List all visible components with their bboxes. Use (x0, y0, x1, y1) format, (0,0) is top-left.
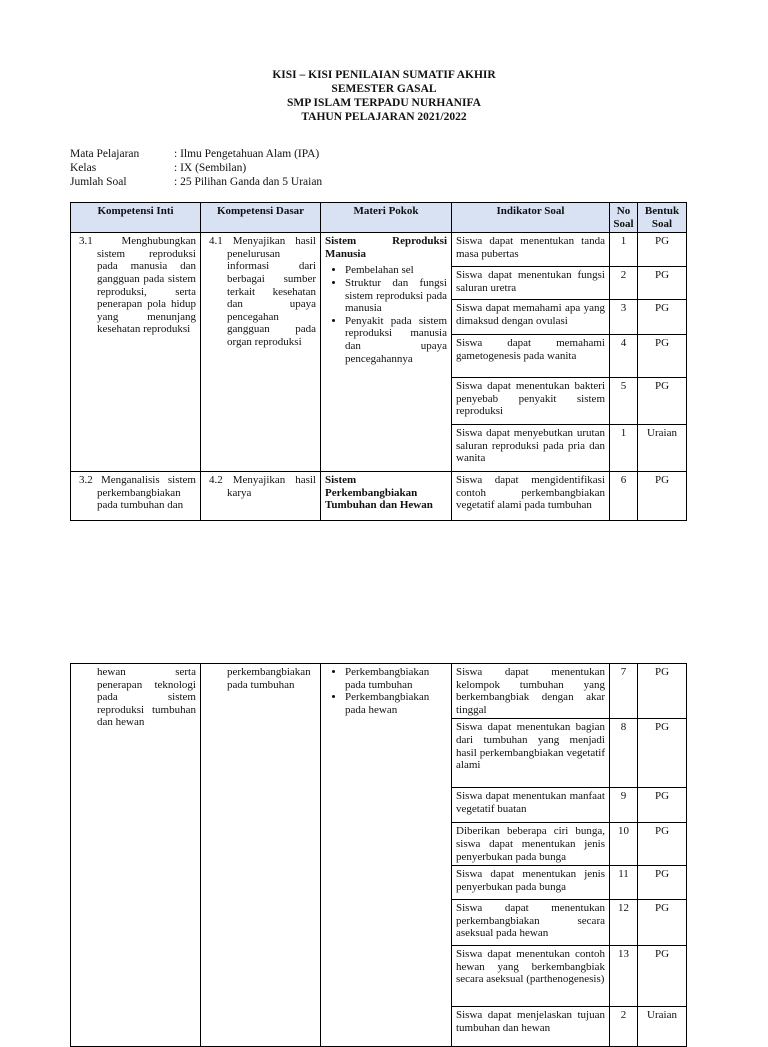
cell-indikator: Siswa dapat menyebutkan urutan saluran reproduksi pada pria dan wanita (452, 425, 610, 472)
cell-indikator: Siswa dapat menentukan bakteri penyebab penyakit sistem reproduksi (452, 378, 610, 425)
cell-no: 6 (610, 472, 638, 521)
materi-title: Sistem Reproduksi Manusia (325, 235, 447, 260)
cell-indikator: Siswa dapat memahami apa yang dimaksud dengan ovulasi (452, 300, 610, 335)
title-line-1: KISI – KISI PENILAIAN SUMATIF AKHIR (272, 69, 496, 81)
list-item: • Perkembangbiakan pada hewan (345, 691, 447, 716)
table-row (71, 472, 687, 521)
cell-bentuk: PG (638, 946, 687, 1007)
title-line-3: SMP ISLAM TERPADU NURHANIFA (287, 97, 481, 109)
cell-bentuk: PG (638, 378, 687, 425)
cell-no: 8 (610, 719, 638, 788)
cell-kompetensi-dasar: 4.2 Menyajikan hasil karya (201, 472, 321, 521)
meta-key: Mata Pelajaran (70, 148, 140, 160)
cell-bentuk: PG (638, 788, 687, 823)
materi-list (325, 264, 447, 365)
cell-no: 12 (610, 900, 638, 946)
cell-bentuk: Uraian (638, 425, 687, 472)
cell-kompetensi-inti: hewan serta penerapan teknologi pada sistem reproduksi tumbuhan dan hewan (71, 664, 201, 1047)
cell-kompetensi-dasar: 4.1 Menyajikan hasil penelurusan informasi dari berbagai sumber terkait kesehatan dan upaya pencegahan gangguan pada organ reproduksi (201, 233, 321, 472)
cell-bentuk: Uraian (638, 1007, 687, 1047)
cell-no: 5 (610, 378, 638, 425)
cell-indikator: Siswa dapat menentukan kelompok tumbuhan yang berkembangbiak dengan akar tinggal (452, 664, 610, 719)
header-materi-pokok: Materi Pokok (321, 203, 452, 233)
materi-list (325, 666, 447, 716)
cell-indikator: Siswa dapat menentukan manfaat vegetatif buatan (452, 788, 610, 823)
meta-row-subject (70, 147, 322, 161)
cell-indikator: Siswa dapat mengidentifikasi contoh perkembangbiakan vegetatif alami pada tumbuhan (452, 472, 610, 521)
cell-no: 3 (610, 300, 638, 335)
meta-key: Kelas (70, 162, 97, 174)
cell-indikator: Siswa dapat menentukan fungsi saluran uretra (452, 267, 610, 300)
cell-indikator: Siswa dapat menentukan contoh hewan yang berkembangbiak secara aseksual (parthenogenesis) (452, 946, 610, 1007)
list-item: • Struktur dan fungsi sistem reproduksi pada manusia (345, 277, 447, 315)
cell-indikator: Siswa dapat memahami gametogenesis pada wanita (452, 335, 610, 378)
cell-indikator: Siswa dapat menentukan jenis penyerbukan pada bunga (452, 866, 610, 900)
cell-no: 2 (610, 1007, 638, 1047)
cell-bentuk: PG (638, 267, 687, 300)
cell-indikator: Diberikan beberapa ciri bunga, siswa dapat menentukan jenis penyerbukan pada bunga (452, 823, 610, 866)
meta-key: Jumlah Soal (70, 176, 127, 188)
cell-bentuk: PG (638, 719, 687, 788)
cell-no: 11 (610, 866, 638, 900)
table-header-row (71, 203, 687, 233)
kisi-table-part-2 (70, 663, 687, 1047)
header-kompetensi-dasar: Kompetensi Dasar (201, 203, 321, 233)
cell-kompetensi-inti: 3.1 Menghubungkan sistem reproduksi pada manusia dan gangguan pada sistem reproduksi, serta penerapan pola hidup yang menunjang kesehatan reproduksi (71, 233, 201, 472)
cell-bentuk: PG (638, 664, 687, 719)
list-item: • Penyakit pada sistem reproduksi manusia dan upaya pencegahannya (345, 315, 447, 365)
meta-value: : 25 Pilihan Ganda dan 5 Uraian (174, 176, 323, 188)
meta-value: : Ilmu Pengetahuan Alam (IPA) (174, 148, 320, 160)
cell-no: 4 (610, 335, 638, 378)
header-no-soal: No Soal (610, 203, 638, 233)
cell-bentuk: PG (638, 300, 687, 335)
cell-bentuk: PG (638, 900, 687, 946)
document-title (0, 68, 768, 124)
header-indikator-soal: Indikator Soal (452, 203, 610, 233)
cell-indikator: Siswa dapat menjelaskan tujuan tumbuhan dan hewan (452, 1007, 610, 1047)
cell-no: 9 (610, 788, 638, 823)
cell-bentuk: PG (638, 866, 687, 900)
cell-kompetensi-inti: 3.2 Menganalisis sistem perkembangbiakan pada tumbuhan dan (71, 472, 201, 521)
meta-value: : IX (Sembilan) (174, 162, 247, 174)
cell-bentuk: PG (638, 233, 687, 267)
cell-no: 1 (610, 425, 638, 472)
cell-kompetensi-dasar: perkembangbiakan pada tumbuhan (201, 664, 321, 1047)
cell-indikator: Siswa dapat menentukan tanda masa pubertas (452, 233, 610, 267)
cell-indikator: Siswa dapat menentukan perkembangbiakan secara aseksual pada hewan (452, 900, 610, 946)
cell-materi-pokok: Sistem Perkembangbiakan Tumbuhan dan Hewan (321, 472, 452, 521)
cell-materi-pokok (321, 664, 452, 1047)
cell-no: 13 (610, 946, 638, 1007)
header-bentuk-soal: Bentuk Soal (638, 203, 687, 233)
cell-materi-pokok (321, 233, 452, 472)
cell-indikator: Siswa dapat menentukan bagian dari tumbuhan yang menjadi hasil perkembangbiakan vegetatif alami (452, 719, 610, 788)
cell-no: 10 (610, 823, 638, 866)
list-item: • Pembelahan sel (345, 264, 447, 277)
document-meta (70, 147, 322, 189)
cell-bentuk: PG (638, 823, 687, 866)
cell-no: 2 (610, 267, 638, 300)
cell-no: 7 (610, 664, 638, 719)
table-row (71, 664, 687, 719)
meta-row-count (70, 175, 322, 189)
table-row (71, 233, 687, 267)
cell-bentuk: PG (638, 335, 687, 378)
list-item: • Perkembangbiakan pada tumbuhan (345, 666, 447, 691)
meta-row-class (70, 161, 322, 175)
title-line-2: SEMESTER GASAL (331, 83, 437, 95)
title-line-4: TAHUN PELAJARAN 2021/2022 (301, 111, 467, 123)
kisi-table-part-1 (70, 202, 687, 521)
cell-bentuk: PG (638, 472, 687, 521)
header-kompetensi-inti: Kompetensi Inti (71, 203, 201, 233)
cell-no: 1 (610, 233, 638, 267)
